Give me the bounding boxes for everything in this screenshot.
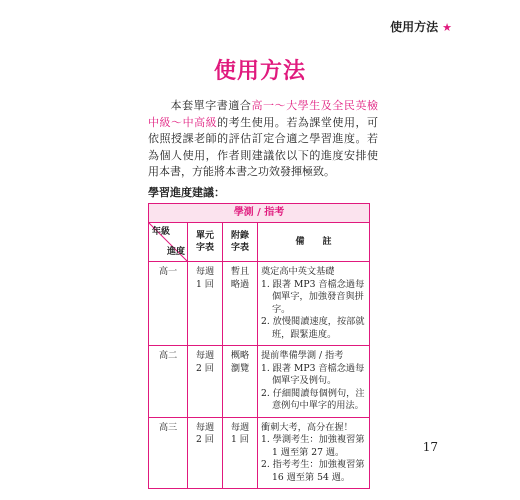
- intro-text-1: 本套單字書適合: [170, 99, 252, 112]
- appendix-cell: [223, 262, 258, 346]
- column-header-unit-line2: 字表: [195, 243, 214, 253]
- unit-line2: 1 回: [196, 278, 214, 290]
- appendix-line1: 每週: [230, 421, 250, 433]
- note-item: 1. 跟著 MP3 音檔念過每個單字，加強發音與拼字。: [261, 278, 365, 315]
- appendix-line2: 略過: [230, 278, 250, 290]
- intro-paragraph: [148, 98, 378, 181]
- notes-cell: [258, 346, 370, 418]
- notes-cell: [258, 262, 370, 346]
- column-header-unit-line1: 單元: [195, 230, 214, 241]
- appendix-line1: 暫且: [230, 266, 250, 277]
- appendix-line2: 瀏覽: [230, 362, 250, 374]
- note-title: 奠定高中英文基礎: [261, 266, 335, 277]
- note-title: 衝刺大考，高分在握！: [261, 421, 353, 433]
- star-icon: ★: [442, 21, 452, 34]
- note-item: 2. 放慢閱讀速度，按部就班，跟緊進度。: [261, 316, 365, 340]
- note-title: 提前準備學測 / 指考: [261, 350, 344, 361]
- table-caption: 學測 / 指考: [149, 204, 370, 223]
- grade-cell: 高二: [149, 346, 188, 418]
- unit-cell: [188, 417, 223, 489]
- column-header-appendix-line1: 附錄: [230, 230, 249, 241]
- corner-label-progress: 進度: [166, 246, 185, 257]
- intro-highlight: 高一～大學生及全民英檢中級～中高級: [148, 99, 379, 129]
- unit-line1: 每週: [195, 266, 215, 277]
- note-item: 1. 學測考生：加強複習第 1 週至第 27 週。: [261, 434, 365, 458]
- appendix-line2: 1 回: [231, 434, 249, 445]
- unit-line1: 每週: [195, 350, 215, 361]
- unit-line1: 每週: [195, 421, 215, 433]
- table-row: [149, 346, 370, 418]
- table-row: [149, 417, 370, 489]
- appendix-line1: 概略: [230, 350, 250, 361]
- grade-cell: 高三: [149, 417, 188, 489]
- page-number: 17: [422, 440, 438, 454]
- notes-cell: [258, 417, 370, 489]
- section-heading: 學習進度建議：: [148, 186, 225, 199]
- unit-cell: [188, 346, 223, 418]
- unit-cell: [188, 262, 223, 346]
- column-header-notes: 備 註: [258, 223, 370, 262]
- column-header-unit: [188, 223, 223, 262]
- corner-label-grade: 年級: [152, 227, 171, 237]
- appendix-cell: [223, 417, 258, 489]
- note-item: 2. 指考考生：加強複習第 16 週至第 54 週。: [261, 459, 365, 483]
- unit-line2: 2 回: [196, 434, 214, 445]
- grade-cell: 高一: [149, 262, 188, 346]
- page-title: 使用方法: [213, 59, 306, 84]
- schedule-table: [148, 203, 370, 489]
- column-header-appendix: [223, 223, 258, 262]
- note-item: 2. 仔細閱讀每個例句，注意例句中單字的用法。: [261, 387, 365, 411]
- grade-progress-corner: [149, 223, 188, 262]
- running-header-title: 使用方法: [390, 20, 439, 34]
- unit-line2: 2 回: [196, 362, 214, 374]
- intro-text-2: 的考生使用。若為課堂使用，可依照授課老師的評估訂定合適之學習進度。若為個人使用，作者則建議依以下的進度安排使用本書，方能將本書之功效發揮極致。: [148, 115, 379, 178]
- column-header-appendix-line2: 字表: [230, 243, 249, 253]
- table-row: [149, 262, 370, 346]
- note-item: 1. 跟著 MP3 音檔念過每個單字及例句。: [261, 362, 365, 386]
- appendix-cell: [223, 346, 258, 418]
- running-header: [390, 18, 452, 35]
